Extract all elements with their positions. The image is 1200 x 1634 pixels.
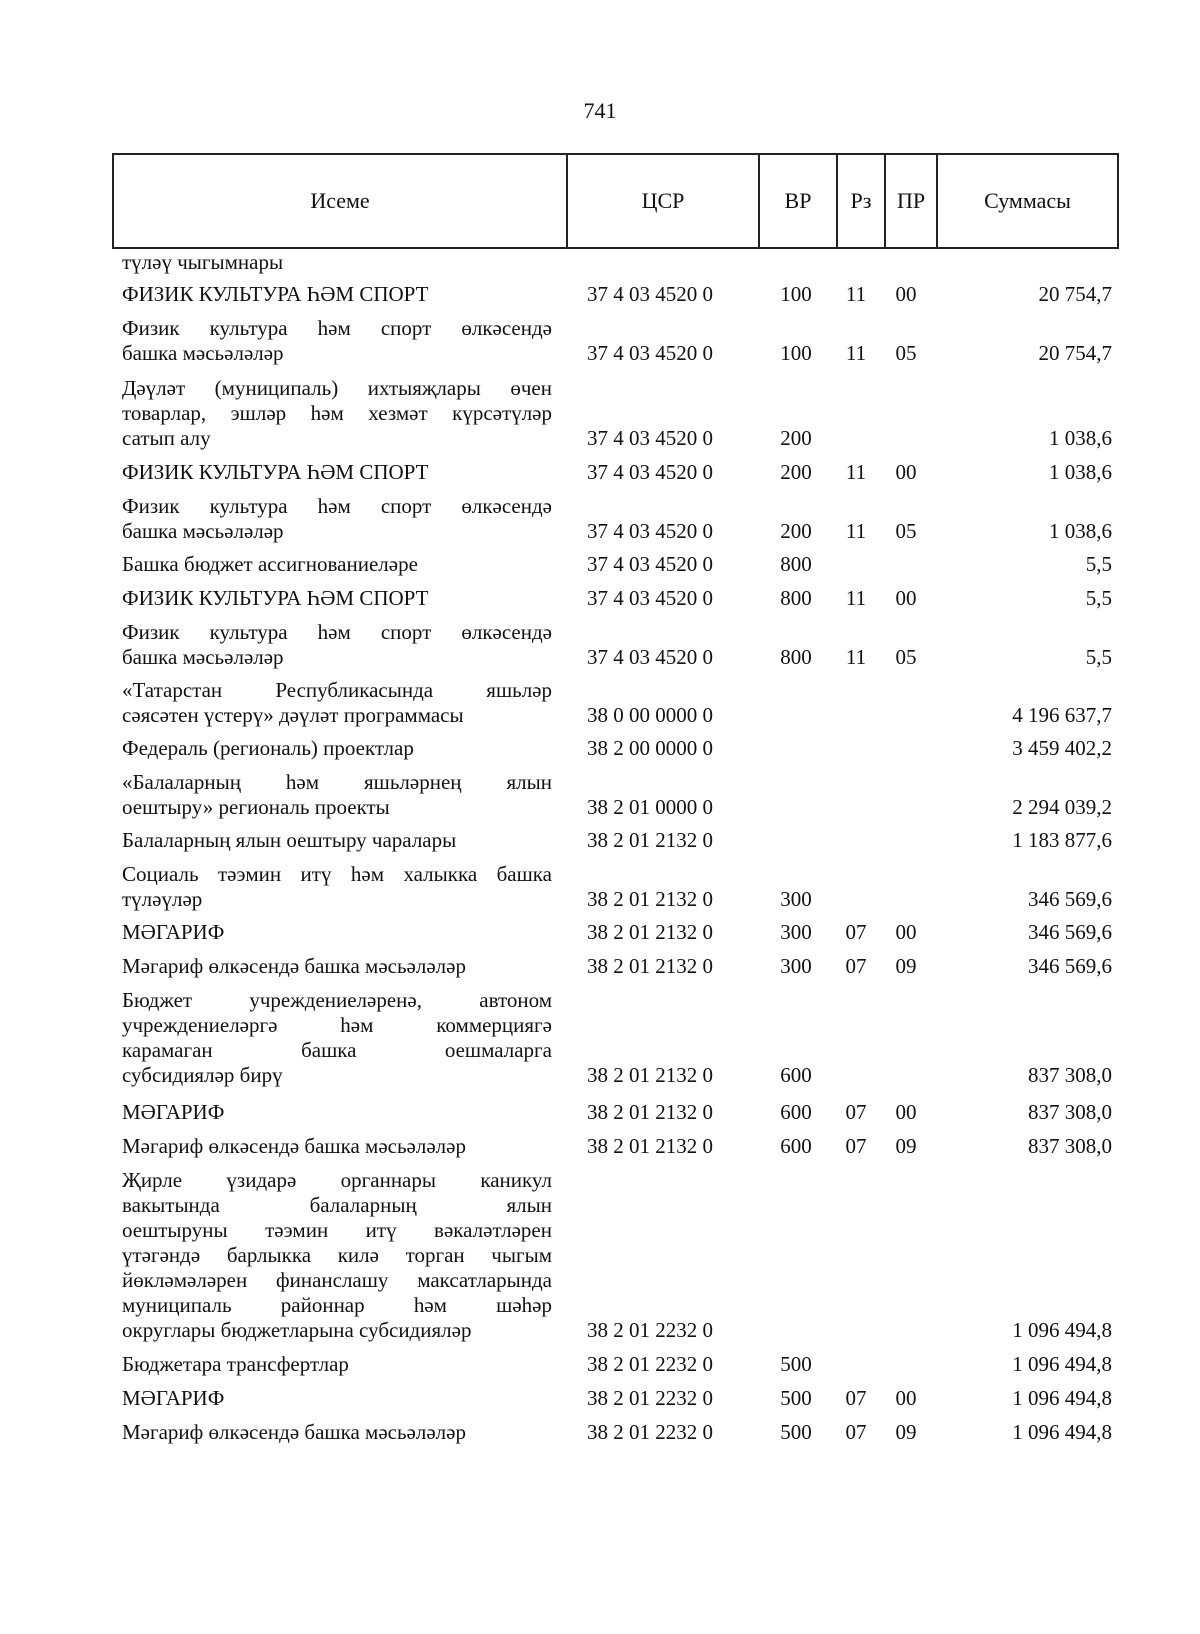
row-name: МӘГАРИФ: [122, 920, 225, 944]
row-name: Башка бюджет ассигнованиеләре: [122, 552, 418, 576]
row-sum: 20 754,7: [1038, 341, 1112, 365]
row-csr: 38 0 00 0000 0: [587, 703, 713, 727]
row-sum: 3 459 402,2: [1012, 736, 1112, 760]
row-name: Җирле үзидарә органнары каникул вакытында балаларның ялын оештыруны тәэмин итү вәкаләтләрен үтәгәндә барлыкка килә торган чыгым йөкләмәләрен финанслашу максатларында муниципаль районнар һәм шәһәр округлары бюджетларына субсидияләр: [122, 1168, 552, 1342]
row-vr: 200: [780, 460, 812, 484]
row-vr: 100: [780, 282, 812, 306]
row-name: МӘГАРИФ: [122, 1386, 225, 1410]
row-pr: 00: [895, 1100, 917, 1124]
row-vr: 200: [780, 426, 812, 450]
row-csr: 37 4 03 4520 0: [587, 586, 713, 610]
row-rz: 07: [845, 1420, 867, 1444]
row-sum: 5,5: [1085, 586, 1112, 610]
row-vr: 300: [780, 887, 812, 911]
row-vr: 100: [780, 341, 812, 365]
row-name: түләү чыгымнары: [122, 250, 284, 274]
row-rz: 11: [845, 586, 867, 610]
row-csr: 37 4 03 4520 0: [587, 282, 713, 306]
row-sum: 1 096 494,8: [1012, 1386, 1112, 1410]
row-csr: 38 2 01 2132 0: [587, 887, 713, 911]
row-name: Физик культура һәм спорт өлкәсендә башка мәсьәләләр: [122, 316, 552, 365]
row-pr: 09: [895, 1134, 917, 1158]
column-header-vr: ВР: [758, 155, 836, 247]
row-sum: 837 308,0: [1028, 1134, 1112, 1158]
row-rz: 11: [845, 460, 867, 484]
row-csr: 37 4 03 4520 0: [587, 426, 713, 450]
row-vr: 500: [780, 1352, 812, 1376]
row-csr: 37 4 03 4520 0: [587, 645, 713, 669]
row-sum: 1 038,6: [1049, 460, 1112, 484]
column-header-pr: ПР: [884, 155, 936, 247]
row-sum: 20 754,7: [1038, 282, 1112, 306]
row-pr: 00: [895, 920, 917, 944]
row-sum: 346 569,6: [1028, 954, 1112, 978]
row-sum: 837 308,0: [1028, 1063, 1112, 1087]
row-sum: 1 038,6: [1049, 426, 1112, 450]
row-pr: 05: [895, 519, 917, 543]
row-csr: 37 4 03 4520 0: [587, 341, 713, 365]
row-name: Дәүләт (муниципаль) ихтыяҗлары өчен товарлар, эшләр һәм хезмәт күрсәтүләр сатып алу: [122, 376, 552, 450]
row-vr: 500: [780, 1386, 812, 1410]
row-csr: 38 2 01 2232 0: [587, 1318, 713, 1342]
row-pr: 00: [895, 282, 917, 306]
column-header-csr: ЦСР: [566, 155, 758, 247]
row-name: ФИЗИК КУЛЬТУРА ҺӘМ СПОРТ: [122, 460, 429, 484]
row-csr: 37 4 03 4520 0: [587, 519, 713, 543]
row-vr: 800: [780, 552, 812, 576]
row-csr: 38 2 01 2132 0: [587, 1134, 713, 1158]
row-vr: 600: [780, 1134, 812, 1158]
row-csr: 38 2 00 0000 0: [587, 736, 713, 760]
row-name: Мәгариф өлкәсендә башка мәсьәләләр: [122, 1134, 466, 1158]
row-rz: 11: [845, 341, 867, 365]
row-sum: 346 569,6: [1028, 887, 1112, 911]
row-vr: 800: [780, 645, 812, 669]
row-csr: 38 2 01 0000 0: [587, 795, 713, 819]
row-rz: 11: [845, 645, 867, 669]
row-name: МӘГАРИФ: [122, 1100, 225, 1124]
row-pr: 09: [895, 1420, 917, 1444]
column-header-name: Исеме: [310, 188, 370, 213]
row-name: Мәгариф өлкәсендә башка мәсьәләләр: [122, 954, 466, 978]
row-vr: 300: [780, 954, 812, 978]
row-vr: 800: [780, 586, 812, 610]
row-csr: 38 2 01 2232 0: [587, 1352, 713, 1376]
row-name: ФИЗИК КУЛЬТУРА ҺӘМ СПОРТ: [122, 282, 429, 306]
row-name: Мәгариф өлкәсендә башка мәсьәләләр: [122, 1420, 466, 1444]
row-sum: 5,5: [1085, 645, 1112, 669]
row-csr: 37 4 03 4520 0: [587, 460, 713, 484]
row-name: Балаларның ялын оештыру чаралары: [122, 828, 457, 852]
row-sum: 2 294 039,2: [1012, 795, 1112, 819]
row-name: Социаль тәэмин итү һәм халыкка башка түләүләр: [122, 862, 552, 911]
row-rz: 11: [845, 519, 867, 543]
row-pr: 00: [895, 460, 917, 484]
row-sum: 837 308,0: [1028, 1100, 1112, 1124]
row-name: Бюджет учреждениеләренә, автоном учреждениеләргә һәм коммерциягә карамаган башка оешмаларга субсидияләр бирү: [122, 988, 552, 1087]
row-vr: 300: [780, 920, 812, 944]
row-name: Физик культура һәм спорт өлкәсендә башка мәсьәләләр: [122, 620, 552, 669]
row-sum: 346 569,6: [1028, 920, 1112, 944]
row-rz: 07: [845, 1100, 867, 1124]
row-vr: 600: [780, 1100, 812, 1124]
row-pr: 09: [895, 954, 917, 978]
row-sum: 1 096 494,8: [1012, 1318, 1112, 1342]
row-vr: 600: [780, 1063, 812, 1087]
row-vr: 500: [780, 1420, 812, 1444]
row-pr: 00: [895, 1386, 917, 1410]
row-csr: 38 2 01 2232 0: [587, 1386, 713, 1410]
row-rz: 07: [845, 1134, 867, 1158]
page-number: 741: [583, 98, 617, 123]
row-csr: 38 2 01 2132 0: [587, 1063, 713, 1087]
row-sum: 1 183 877,6: [1012, 828, 1112, 852]
row-name: «Балаларның һәм яшьләрнең ялын оештыру» региональ проекты: [122, 770, 552, 819]
row-csr: 38 2 01 2132 0: [587, 920, 713, 944]
row-name: Бюджетара трансфертлар: [122, 1352, 349, 1376]
row-sum: 4 196 637,7: [1012, 703, 1112, 727]
row-csr: 38 2 01 2132 0: [587, 1100, 713, 1124]
row-sum: 5,5: [1085, 552, 1112, 576]
row-csr: 38 2 01 2232 0: [587, 1420, 713, 1444]
row-pr: 05: [895, 341, 917, 365]
row-rz: 07: [845, 954, 867, 978]
row-rz: 07: [845, 1386, 867, 1410]
row-csr: 37 4 03 4520 0: [587, 552, 713, 576]
row-name: Федераль (региональ) проектлар: [122, 736, 414, 760]
row-csr: 38 2 01 2132 0: [587, 954, 713, 978]
row-sum: 1 096 494,8: [1012, 1420, 1112, 1444]
row-pr: 05: [895, 645, 917, 669]
row-rz: 11: [845, 282, 867, 306]
row-sum: 1 038,6: [1049, 519, 1112, 543]
row-name: «Татарстан Республикасында яшьләр сәясәтен үстерү» дәүләт программасы: [122, 678, 552, 727]
column-header-sum: Суммасы: [936, 155, 1117, 247]
row-csr: 38 2 01 2132 0: [587, 828, 713, 852]
column-header-rz: Рз: [836, 155, 884, 247]
row-vr: 200: [780, 519, 812, 543]
row-name: Физик культура һәм спорт өлкәсендә башка мәсьәләләр: [122, 494, 552, 543]
row-pr: 00: [895, 586, 917, 610]
row-sum: 1 096 494,8: [1012, 1352, 1112, 1376]
table-header: [112, 153, 1119, 249]
row-name: ФИЗИК КУЛЬТУРА ҺӘМ СПОРТ: [122, 586, 429, 610]
row-rz: 07: [845, 920, 867, 944]
